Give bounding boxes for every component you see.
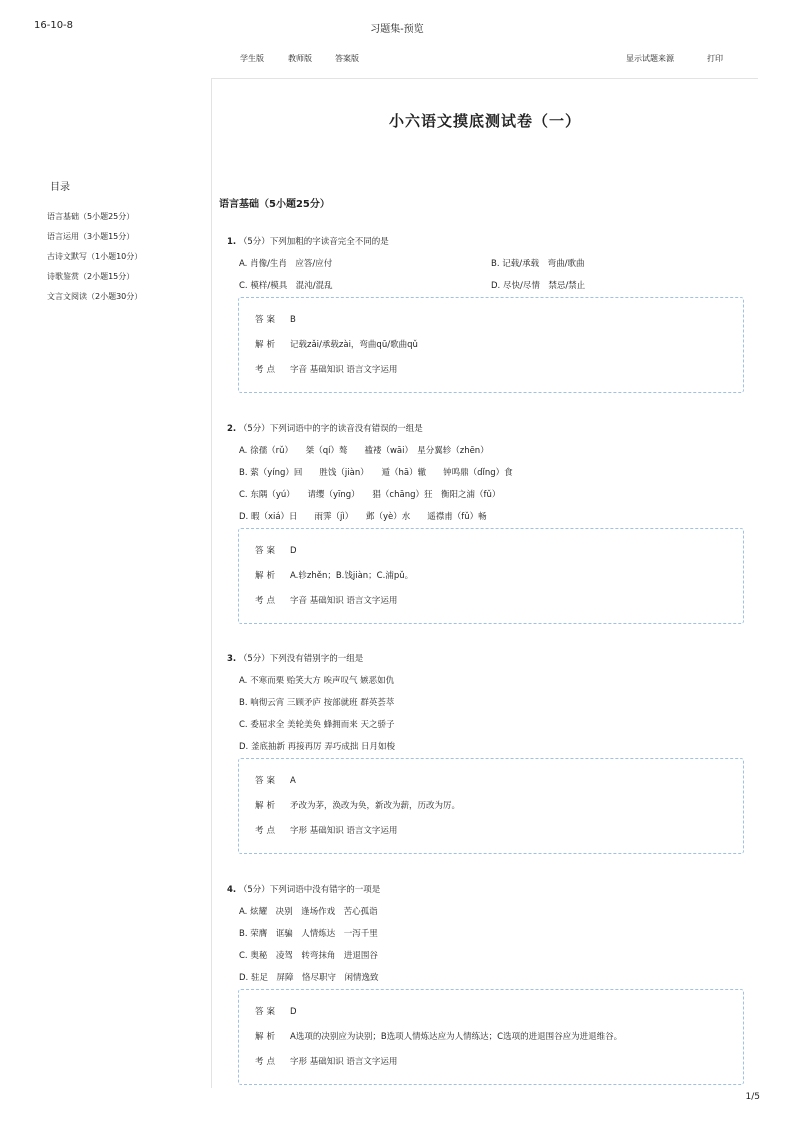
answer-value: B: [290, 315, 296, 325]
points-row: [255, 364, 397, 376]
analysis-row: [255, 800, 460, 812]
section-title: 语言基础（5小题25分）: [219, 199, 330, 210]
points-row: [255, 1056, 397, 1068]
question-text: 下列加粗的字读音完全不同的是: [269, 237, 389, 247]
question-number: 1.: [227, 237, 237, 247]
document-title: 小六语文摸底测试卷（一）: [388, 112, 581, 130]
analysis-value: A选项的决别应为诀别；B选项人情炼达应为人情练达；C选项的进退围谷应为进退维谷。: [290, 1032, 623, 1042]
options: [239, 675, 747, 763]
table-of-contents: [47, 178, 197, 311]
option-a: A. 肖像/生肖 应答/应付: [239, 259, 333, 269]
answer-row: [255, 545, 297, 557]
points-label: 考点: [255, 596, 279, 606]
answer-box: [238, 989, 744, 1085]
option-b: B. 荣膺 诓骗 人情炼达 一泻千里: [239, 929, 378, 939]
option-a: A. 徐孺（rǔ） 桀（qí）骜 褴褛（wāi） 星分翼轸（zhēn）: [239, 446, 489, 456]
points-row: [255, 825, 397, 837]
points-value: 字形 基础知识 语言文字运用: [290, 826, 398, 836]
answer-value: D: [290, 546, 297, 556]
analysis-label: 解析: [255, 340, 279, 350]
answer-version-link[interactable]: 答案版: [335, 54, 359, 63]
answer-value: D: [290, 1007, 297, 1017]
analysis-label: 解析: [255, 1032, 279, 1042]
print-header: [34, 20, 760, 34]
toc-item-poetry-dictation[interactable]: 古诗文默写（1小题10分）: [47, 252, 143, 261]
option-d: D. 暇（xiá）日 雨霁（jì） 邺（yè）水 遥襟甫（fǔ）畅: [239, 512, 487, 522]
question-stem: [227, 653, 747, 665]
print-date: 16-10-8: [34, 20, 74, 31]
analysis-value: 矛改为茅，涣改为奂，新改为薪，历改为厉。: [290, 801, 461, 811]
question-3: [227, 653, 747, 763]
option-a: A. 炫耀 决别 逢场作戏 苦心孤诣: [239, 907, 378, 917]
toc-item-language-use[interactable]: 语言运用（3小题15分）: [47, 232, 135, 241]
question-number: 4.: [227, 885, 237, 895]
toc-item-language-basics[interactable]: 语言基础（5小题25分）: [47, 212, 135, 221]
option-a: A. 不寒而栗 贻笑大方 唉声叹气 嫉恶如仇: [239, 676, 395, 686]
answer-row: [255, 775, 296, 787]
option-d: D. 尽快/尽情 禁忌/禁止: [491, 281, 586, 291]
answer-box: [238, 528, 744, 624]
question-4: [227, 884, 747, 994]
question-score: （5分）: [238, 424, 270, 434]
option-c: C. 东隅（yú） 请缨（yīng） 猖（chāng）狂 衡阳之浦（fǔ）: [239, 490, 501, 500]
points-label: 考点: [255, 365, 279, 375]
points-value: 字音 基础知识 语言文字运用: [290, 596, 398, 606]
question-stem: [227, 236, 747, 248]
answer-label: 答案: [255, 1007, 279, 1017]
question-stem: [227, 884, 747, 896]
option-c: C. 模样/模具 混沌/混乱: [239, 281, 333, 291]
answer-label: 答案: [255, 315, 279, 325]
teacher-version-link[interactable]: 教师版: [288, 54, 312, 63]
option-b: B. 记载/承载 弯曲/歌曲: [491, 259, 585, 269]
analysis-label: 解析: [255, 801, 279, 811]
answer-row: [255, 314, 296, 326]
analysis-label: 解析: [255, 571, 279, 581]
analysis-value: A.轸zhěn；B.饯jiàn；C.浦pǔ。: [290, 571, 414, 581]
question-score: （5分）: [238, 885, 270, 895]
question-text: 下列词语中的字的读音没有错误的一组是: [269, 424, 423, 434]
option-d: D. 釜底抽新 再接再厉 弄巧成拙 日月如梭: [239, 742, 396, 752]
question-number: 2.: [227, 424, 237, 434]
answer-label: 答案: [255, 546, 279, 556]
option-d: D. 驻足 屏障 恪尽职守 闲情逸致: [239, 973, 379, 983]
answer-value: A: [290, 776, 296, 786]
points-label: 考点: [255, 1057, 279, 1067]
option-b: B. 萦（yíng）回 胜饯（jiàn） 遁（hā）辙 钟鸣鼎（dǐng）食: [239, 468, 513, 478]
answer-box: [238, 758, 744, 854]
question-score: （5分）: [238, 654, 270, 664]
toc-title: 目录: [50, 182, 70, 193]
points-value: 字音 基础知识 语言文字运用: [290, 365, 398, 375]
option-b: B. 响彻云宵 三顾矛庐 按部就班 群英荟萃: [239, 698, 395, 708]
analysis-row: [255, 339, 418, 351]
options: [239, 906, 747, 994]
option-c: C. 奥秘 凌驾 转弯抹角 进退围谷: [239, 951, 378, 961]
analysis-row: [255, 570, 413, 582]
show-source-toggle[interactable]: 显示试题来源: [626, 54, 674, 63]
question-number: 3.: [227, 654, 237, 664]
answer-box: [238, 297, 744, 393]
question-stem: [227, 423, 747, 435]
page-number: 1/5: [745, 1092, 760, 1102]
print-page-title: 习题集-预览: [370, 24, 424, 35]
analysis-row: [255, 1031, 622, 1043]
question-1: [227, 236, 747, 302]
toolbar: [240, 53, 758, 65]
options: [239, 445, 747, 533]
student-version-link[interactable]: 学生版: [240, 54, 264, 63]
points-label: 考点: [255, 826, 279, 836]
options: [239, 258, 747, 302]
question-2: [227, 423, 747, 533]
print-button[interactable]: 打印: [707, 54, 723, 63]
answer-row: [255, 1006, 297, 1018]
points-row: [255, 595, 397, 607]
question-score: （5分）: [238, 237, 270, 247]
question-text: 下列没有错别字的一组是: [269, 654, 364, 664]
analysis-value: 记载zǎi/承载zài，弯曲qū/歌曲qǔ: [290, 340, 418, 350]
answer-label: 答案: [255, 776, 279, 786]
points-value: 字形 基础知识 语言文字运用: [290, 1057, 398, 1067]
option-c: C. 委屈求全 美轮美奂 蜂拥而来 天之骄子: [239, 720, 395, 730]
question-text: 下列词语中没有错字的一项是: [269, 885, 381, 895]
toc-item-poetry-appreciation[interactable]: 诗歌鉴赏（2小题15分）: [47, 272, 135, 281]
toc-item-classical-reading[interactable]: 文言文阅读（2小题30分）: [47, 292, 143, 301]
